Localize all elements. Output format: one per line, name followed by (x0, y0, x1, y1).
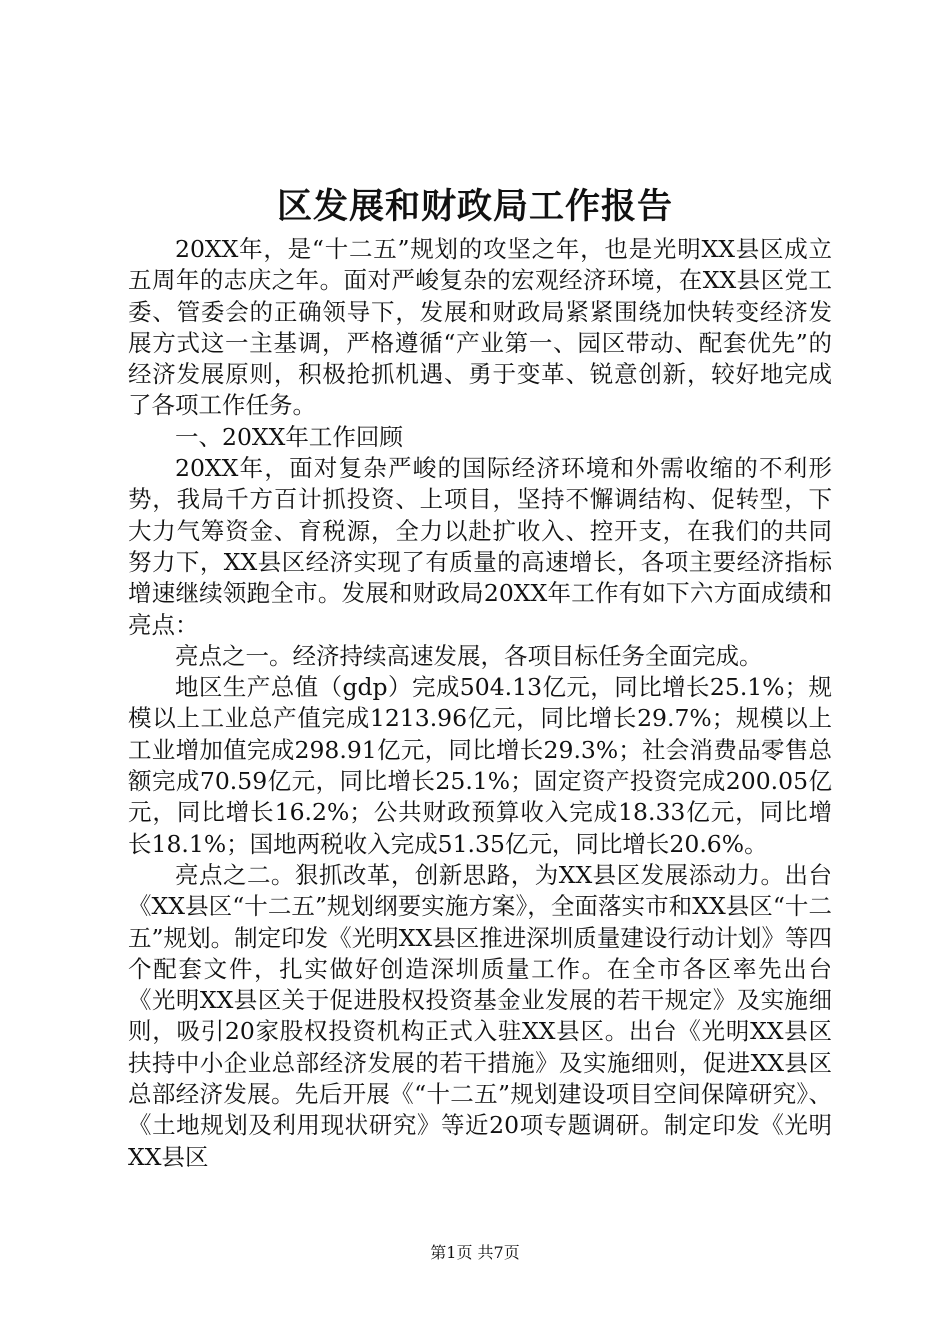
paragraph-highlight-2: 亮点之二。狠抓改革，创新思路，为XX县区发展添动力。出台《XX县区“十二五”规划纲要实施方案》，全面落实市和XX县区“十二五”规划。制定印发《光明XX县区推进深圳质量建设行动计划》等四个配套文件，扎实做好创造深圳质量工作。在全市各区率先出台《光明XX县区关于促进股权投资基金业发展的若干规定》及实施细则，吸引20家股权投资机构正式入驻XX县区。出台《光明XX县区扶持中小企业总部经济发展的若干措施》及实施细则，促进XX县区总部经济发展。先后开展《“十二五”规划建设项目空间保障研究》、《土地规划及利用现状研究》等近20项专题调研。制定印发《光明XX县区 (128, 860, 832, 1171)
page-number: 第1页 共7页 (430, 1243, 520, 1262)
paragraph-review: 20XX年，面对复杂严峻的国际经济环境和外需收缩的不利形势，我局千方百计抓投资、上项目，坚持不懈调结构、促转型，下大力气筹资金、育税源，全力以赴扩收入、控开支，在我们的共同努力下，XX县区经济实现了有质量的高速增长，各项主要经济指标增速继续领跑全市。发展和财政局20XX年工作有如下六方面成绩和亮点： (128, 454, 832, 639)
section-heading: 一、20XX年工作回顾 (175, 422, 403, 451)
paragraph-highlight-1: 亮点之一。经济持续高速发展，各项目标任务全面完成。 (175, 641, 763, 670)
paragraph-indicators: 地区生产总值（gdp）完成504.13亿元，同比增长25.1%；规模以上工业总产值完成1213.96亿元，同比增长29.7%；规模以上工业增加值完成298.91亿元，同比增长29.3%；社会消费品零售总额完成70.59亿元，同比增长25.1%；固定资产投资完成200.05亿元，同比增长16.2%；公共财政预算收入完成18.33亿元，同比增长18.1%；国地两税收入完成51.35亿元，同比增长20.6%。 (128, 673, 832, 858)
paragraph-intro: 20XX年，是“十二五”规划的攻坚之年，也是光明XX县区成立五周年的志庆之年。面对严峻复杂的宏观经济环境，在XX县区党工委、管委会的正确领导下，发展和财政局紧紧围绕加快转变经济发展方式这一主基调，严格遵循“产业第一、园区带动、配套优先”的经济发展原则，积极抢抓机遇、勇于变革、锐意创新，较好地完成了各项工作任务。 (128, 235, 832, 420)
document-title: 区发展和财政局工作报告 (276, 186, 673, 227)
document-body (128, 234, 832, 1173)
